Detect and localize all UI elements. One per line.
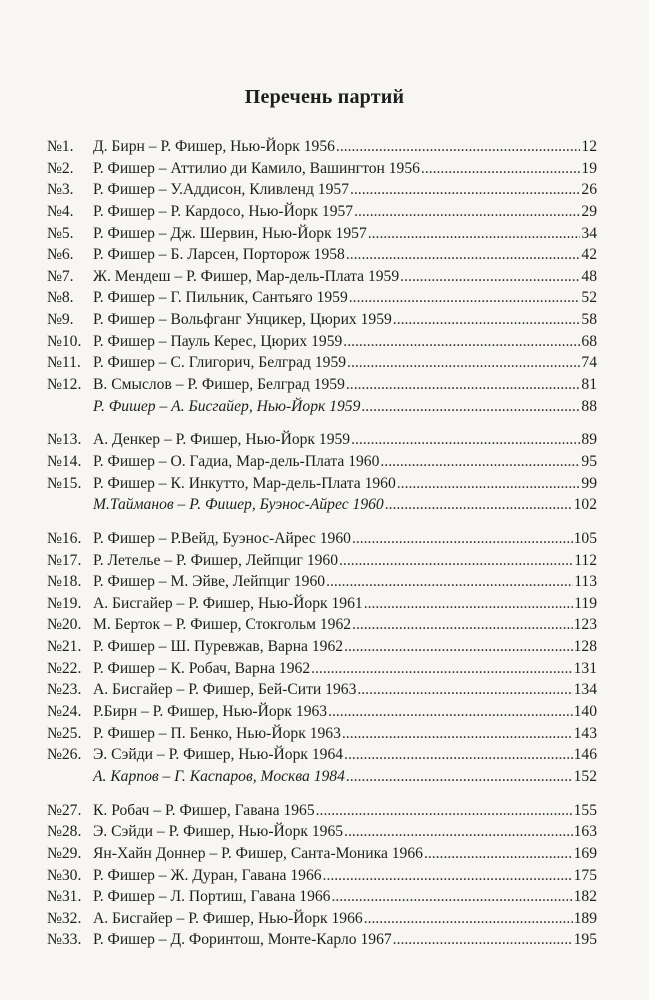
page-title: Перечень партий <box>244 86 405 108</box>
page-number: 81 <box>581 376 597 394</box>
game-title: Р. Фишер – Г. Пильник, Сантьяго 1959 <box>93 289 348 307</box>
page-number: 74 <box>581 354 597 372</box>
game-title: А. Бисгайер – Р. Фишер, Нью-Йорк 1966 <box>93 909 363 927</box>
game-number: №4. <box>47 202 74 220</box>
game-number: №5. <box>47 224 74 242</box>
dot-leader <box>397 473 581 495</box>
dot-leader <box>380 451 580 473</box>
dot-leader <box>346 766 573 788</box>
game-title: Р. Фишер – С. Глигорич, Белград 1959 <box>93 354 347 372</box>
game-title: Р. Фишер – Д. Форинтош, Монте-Карло 1967 <box>93 931 392 949</box>
game-number: №6. <box>47 246 74 264</box>
game-number: №3. <box>47 181 74 199</box>
dot-leader <box>336 136 580 158</box>
dot-leader <box>352 614 573 636</box>
game-number: №2. <box>47 159 74 177</box>
game-title: Р. Фишер – Р.Вейд, Буэнос-Айрес 1960 <box>93 529 351 547</box>
game-number: №8. <box>47 289 74 307</box>
toc-row <box>47 865 597 887</box>
page-number: 195 <box>573 931 597 949</box>
page-number: 119 <box>574 594 597 612</box>
page-number: 34 <box>581 224 597 242</box>
game-number: №21. <box>47 638 82 656</box>
page-number: 88 <box>581 397 597 415</box>
toc-row <box>47 744 597 766</box>
game-number: №33. <box>47 931 82 949</box>
page-number: 58 <box>581 311 597 329</box>
game-number: №31. <box>47 888 82 906</box>
page-number: 134 <box>573 681 597 699</box>
toc-row <box>47 429 597 451</box>
dot-leader <box>400 266 580 288</box>
toc-row <box>47 908 597 930</box>
toc-row <box>47 179 597 201</box>
dot-leader <box>357 679 572 701</box>
dot-leader <box>326 571 573 593</box>
dot-leader <box>351 429 580 451</box>
page-number: 113 <box>574 573 597 591</box>
page-number: 52 <box>581 289 597 307</box>
game-title: Р. Фишер – Б. Ларсен, Порторож 1958 <box>93 246 345 264</box>
page-number: 99 <box>581 474 597 492</box>
page-number: 169 <box>573 844 597 862</box>
toc-row <box>47 821 597 843</box>
dot-leader <box>331 886 572 908</box>
page-number: 163 <box>573 823 597 841</box>
toc-row <box>47 331 597 353</box>
game-number: №22. <box>47 659 82 677</box>
toc-row <box>47 287 597 309</box>
dot-leader <box>368 223 581 245</box>
dot-leader <box>346 374 581 396</box>
page-number: 140 <box>573 703 597 721</box>
page-number: 105 <box>573 529 597 547</box>
game-number: №12. <box>47 376 82 394</box>
game-number: №9. <box>47 311 74 329</box>
page-number: 26 <box>581 181 597 199</box>
game-title: Э. Сэйди – Р. Фишер, Нью-Йорк 1965 <box>93 823 344 841</box>
game-number: №20. <box>47 616 82 634</box>
game-number: №13. <box>47 431 82 449</box>
game-title: В. Смыслов – Р. Фишер, Белград 1959 <box>93 376 345 394</box>
page-number: 175 <box>573 866 597 884</box>
game-title: М. Берток – Р. Фишер, Стокгольм 1962 <box>93 616 352 634</box>
toc-row <box>47 886 597 908</box>
page-number: 152 <box>573 767 597 785</box>
game-title: Р. Фишер – Ш. Пуревжав, Варна 1962 <box>93 638 344 656</box>
page-number: 155 <box>573 801 597 819</box>
toc-row <box>47 494 597 516</box>
game-number: №27. <box>47 801 82 819</box>
game-number: №14. <box>47 452 82 470</box>
game-title: А. Денкер – Р. Фишер, Нью-Йорк 1959 <box>93 431 351 449</box>
dot-leader <box>349 287 581 309</box>
game-title: Р. Фишер – К. Инкутто, Мар-дель-Плата 1960 <box>93 474 396 492</box>
toc-row <box>47 701 597 723</box>
game-title: Р. Фишер – Р. Кардосо, Нью-Йорк 1957 <box>93 202 354 220</box>
page-number: 29 <box>581 202 597 220</box>
dot-leader <box>424 843 573 865</box>
game-title: Д. Бирн – Р. Фишер, Нью-Йорк 1956 <box>93 138 335 155</box>
page-number: 128 <box>573 638 597 656</box>
dot-leader <box>344 636 573 658</box>
game-number: №28. <box>47 823 82 841</box>
dot-leader <box>393 929 573 951</box>
toc-row <box>47 929 597 951</box>
game-title: Р. Фишер – Дж. Шервин, Нью-Йорк 1957 <box>93 224 367 242</box>
toc-row <box>47 528 597 550</box>
game-title: М.Тайманов – Р. Фишер, Буэнос-Айрес 1960 <box>93 496 384 514</box>
game-title: Р. Фишер – Пауль Керес, Цюрих 1959 <box>93 332 343 350</box>
toc-row <box>47 309 597 331</box>
game-title: Э. Сэйди – Р. Фишер, Нью-Йорк 1964 <box>93 746 344 764</box>
game-number: №10. <box>47 332 82 350</box>
page-number: 182 <box>573 888 597 906</box>
toc-row <box>47 658 597 680</box>
dot-leader <box>323 865 573 887</box>
toc-row <box>47 201 597 223</box>
dot-leader <box>342 723 573 745</box>
dot-leader <box>347 352 580 374</box>
game-number: №23. <box>47 681 82 699</box>
game-number: №11. <box>47 354 81 372</box>
dot-leader <box>421 158 580 180</box>
toc-row <box>47 223 597 245</box>
game-title: Ж. Мендеш – Р. Фишер, Мар-дель-Плата 1959 <box>93 267 400 285</box>
game-number: №17. <box>47 551 82 569</box>
toc-row <box>47 374 597 396</box>
game-number: №1. <box>47 138 74 155</box>
game-title: К. Робач – Р. Фишер, Гавана 1965 <box>93 801 315 819</box>
toc-row <box>47 136 597 158</box>
game-title: Р. Фишер – К. Робач, Варна 1962 <box>93 659 311 677</box>
game-number: №29. <box>47 844 82 862</box>
game-title: Р. Фишер – У.Аддисон, Кливленд 1957 <box>93 181 349 199</box>
dot-leader <box>385 494 573 516</box>
dot-leader <box>393 309 581 331</box>
toc-row <box>47 473 597 495</box>
dot-leader <box>352 528 573 550</box>
game-title: Р. Фишер – М. Эйве, Лейпциг 1960 <box>93 573 326 591</box>
game-title: Р. Фишер – Вольфганг Унцикер, Цюрих 1959 <box>93 311 392 329</box>
game-number: №18. <box>47 573 82 591</box>
game-number: №19. <box>47 594 82 612</box>
game-number: №24. <box>47 703 82 721</box>
games-list <box>47 136 597 951</box>
page-number: 89 <box>581 431 597 449</box>
page-number: 131 <box>573 659 597 677</box>
page-number: 48 <box>581 267 597 285</box>
game-title: Р.Бирн – Р. Фишер, Нью-Йорк 1963 <box>93 703 328 721</box>
game-title: Р. Фишер – Аттилио ди Камило, Вашингтон 1956 <box>93 159 420 177</box>
dot-leader <box>339 550 573 572</box>
game-number: №7. <box>47 267 74 285</box>
toc-row <box>47 593 597 615</box>
toc-row <box>47 571 597 593</box>
page-number: 146 <box>573 746 597 764</box>
toc-row <box>47 800 597 822</box>
dot-leader <box>354 201 580 223</box>
dot-leader <box>311 658 572 680</box>
dot-leader <box>364 908 573 930</box>
game-title: Р. Фишер – П. Бенко, Нью-Йорк 1963 <box>93 724 341 742</box>
page-number: 68 <box>581 332 597 350</box>
page-number: 143 <box>573 724 597 742</box>
dot-leader <box>328 701 573 723</box>
toc-row <box>47 352 597 374</box>
page-number: 12 <box>581 138 597 155</box>
page-number: 112 <box>574 551 597 569</box>
game-number: №26. <box>47 746 82 764</box>
game-title: А. Карпов – Г. Каспаров, Москва 1984 <box>93 767 345 785</box>
game-number: №32. <box>47 909 82 927</box>
game-title: А. Бисгайер – Р. Фишер, Нью-Йорк 1961 <box>93 594 363 612</box>
toc-row <box>47 266 597 288</box>
dot-leader <box>316 800 573 822</box>
dot-leader <box>364 593 573 615</box>
game-title: А. Бисгайер – Р. Фишер, Бей-Сити 1963 <box>93 681 357 699</box>
toc-row <box>47 679 597 701</box>
toc-row <box>47 451 597 473</box>
toc-row <box>47 158 597 180</box>
page-number: 123 <box>573 616 597 634</box>
game-title: Р. Фишер – Ж. Дуран, Гавана 1966 <box>93 866 322 884</box>
game-title: Ян-Хайн Доннер – Р. Фишер, Санта-Моника 1966 <box>93 844 423 862</box>
toc-row <box>47 244 597 266</box>
game-title: Р. Фишер – А. Бисгайер, Нью-Йорк 1959 <box>93 397 361 415</box>
dot-leader <box>344 744 573 766</box>
toc-row <box>47 550 597 572</box>
page-number: 102 <box>573 496 597 514</box>
toc-row <box>47 614 597 636</box>
dot-leader <box>361 396 580 418</box>
page-number: 19 <box>581 159 597 177</box>
game-number: №30. <box>47 866 82 884</box>
toc-row <box>47 723 597 745</box>
game-number: №25. <box>47 724 82 742</box>
game-title: Р. Фишер – Л. Портиш, Гавана 1966 <box>93 888 331 906</box>
game-number: №15. <box>47 474 82 492</box>
toc-row <box>47 636 597 658</box>
toc-row <box>47 766 597 788</box>
game-title: Р. Летелье – Р. Фишер, Лейпциг 1960 <box>93 551 339 569</box>
dot-leader <box>350 179 580 201</box>
game-number: №16. <box>47 529 82 547</box>
dot-leader <box>344 821 573 843</box>
page-number: 42 <box>581 246 597 264</box>
dot-leader <box>343 331 580 353</box>
toc-row <box>47 396 597 418</box>
toc-row <box>47 843 597 865</box>
page-number: 95 <box>581 452 597 470</box>
game-title: Р. Фишер – О. Гадиа, Мар-дель-Плата 1960 <box>93 452 380 470</box>
dot-leader <box>346 244 581 266</box>
page-number: 189 <box>573 909 597 927</box>
